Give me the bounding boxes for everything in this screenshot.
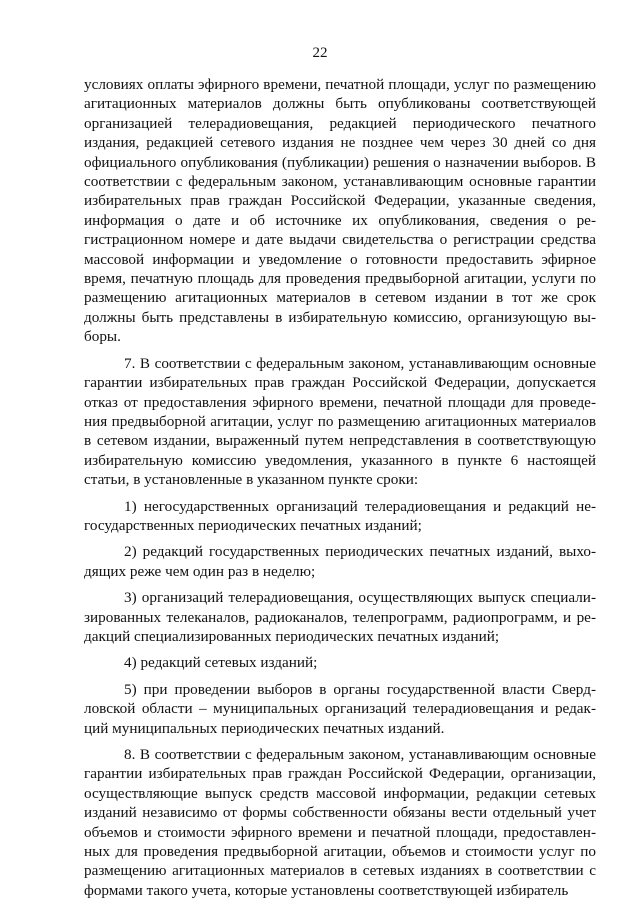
page-number: 22 xyxy=(312,45,328,61)
list-item: 3) организаций телерадиовещания, осуществляющих выпуск специализированных телеканалов, радиоканалов, телепрограмм, радиопрограмм, и редакций специализированных периодических печатных изданий; xyxy=(84,589,596,645)
paragraph: 7. В соответствии с федеральным законом, устанавливающим основные гарантии избирательных прав граждан Российской Федерации, допускается отказ от предоставления эфирного времени, печатной площади для проведения предвыборной агитации, услуг по размещению агитационных материалов в сетевом издании, выраженный путем непредставления в соответствующую избирательную комиссию уведомления, указанного в пункте 6 настоящей статьи, в установленные в указанном пункте сроки: xyxy=(84,354,596,489)
document-body xyxy=(84,75,596,900)
list-item: 2) редакций государственных периодических печатных изданий, выходящих реже чем один раз в неделю; xyxy=(84,543,596,580)
paragraph: условиях оплаты эфирного времени, печатной площади, услуг по размещению агитационных материалов должны быть опубликованы соответствующей организацией телерадиовещания, редакцией периодического печатного издания, редакцией сетевого издания не позднее чем через 30 дней со дня официального опубликования (публикации) решения о назначении выборов. В соответствии с федеральным законом, устанавливающим основные гарантии избирательных прав граждан Российской Федерации, указанные сведения, информация о дате и об источнике их опубликования, сведения о регистрационном номере и дате выдачи свидетельства о регистрации средства массовой информации и уведомление о готовности предоставить эфирное время, печатную площадь для проведения предвыборной агитации, услуги по размещению агитационных материалов в сетевом издании в тот же срок должны быть представлены в избирательную комиссию, организующую выборы. xyxy=(84,76,596,346)
list-item: 5) при проведении выборов в органы государственной власти Свердловской области – муниципальных организаций телерадиовещания и редакций муниципальных периодических печатных изданий. xyxy=(84,680,596,737)
list-item: 1) негосударственных организаций телерадиовещания и редакций негосударственных периодических печатных изданий; xyxy=(84,497,596,534)
list-item: 4) редакций сетевых изданий; xyxy=(124,654,318,672)
paragraph: 8. В соответствии с федеральным законом, устанавливающим основные гарантии избирательных прав граждан Российской Федерации, организации, осуществляющие выпуск средств массовой информации, редакции сетевых изданий независимо от формы собственности обязаны вести отдельный учет объемов и стоимости эфирного времени и печатной площади, предоставленных для проведения предвыборной агитации, объемов и стоимости услуг по размещению агитационных материалов в сетевых изданиях в соответствии с формами такого учета, которые установлены соответствующей избиратель xyxy=(84,746,596,899)
